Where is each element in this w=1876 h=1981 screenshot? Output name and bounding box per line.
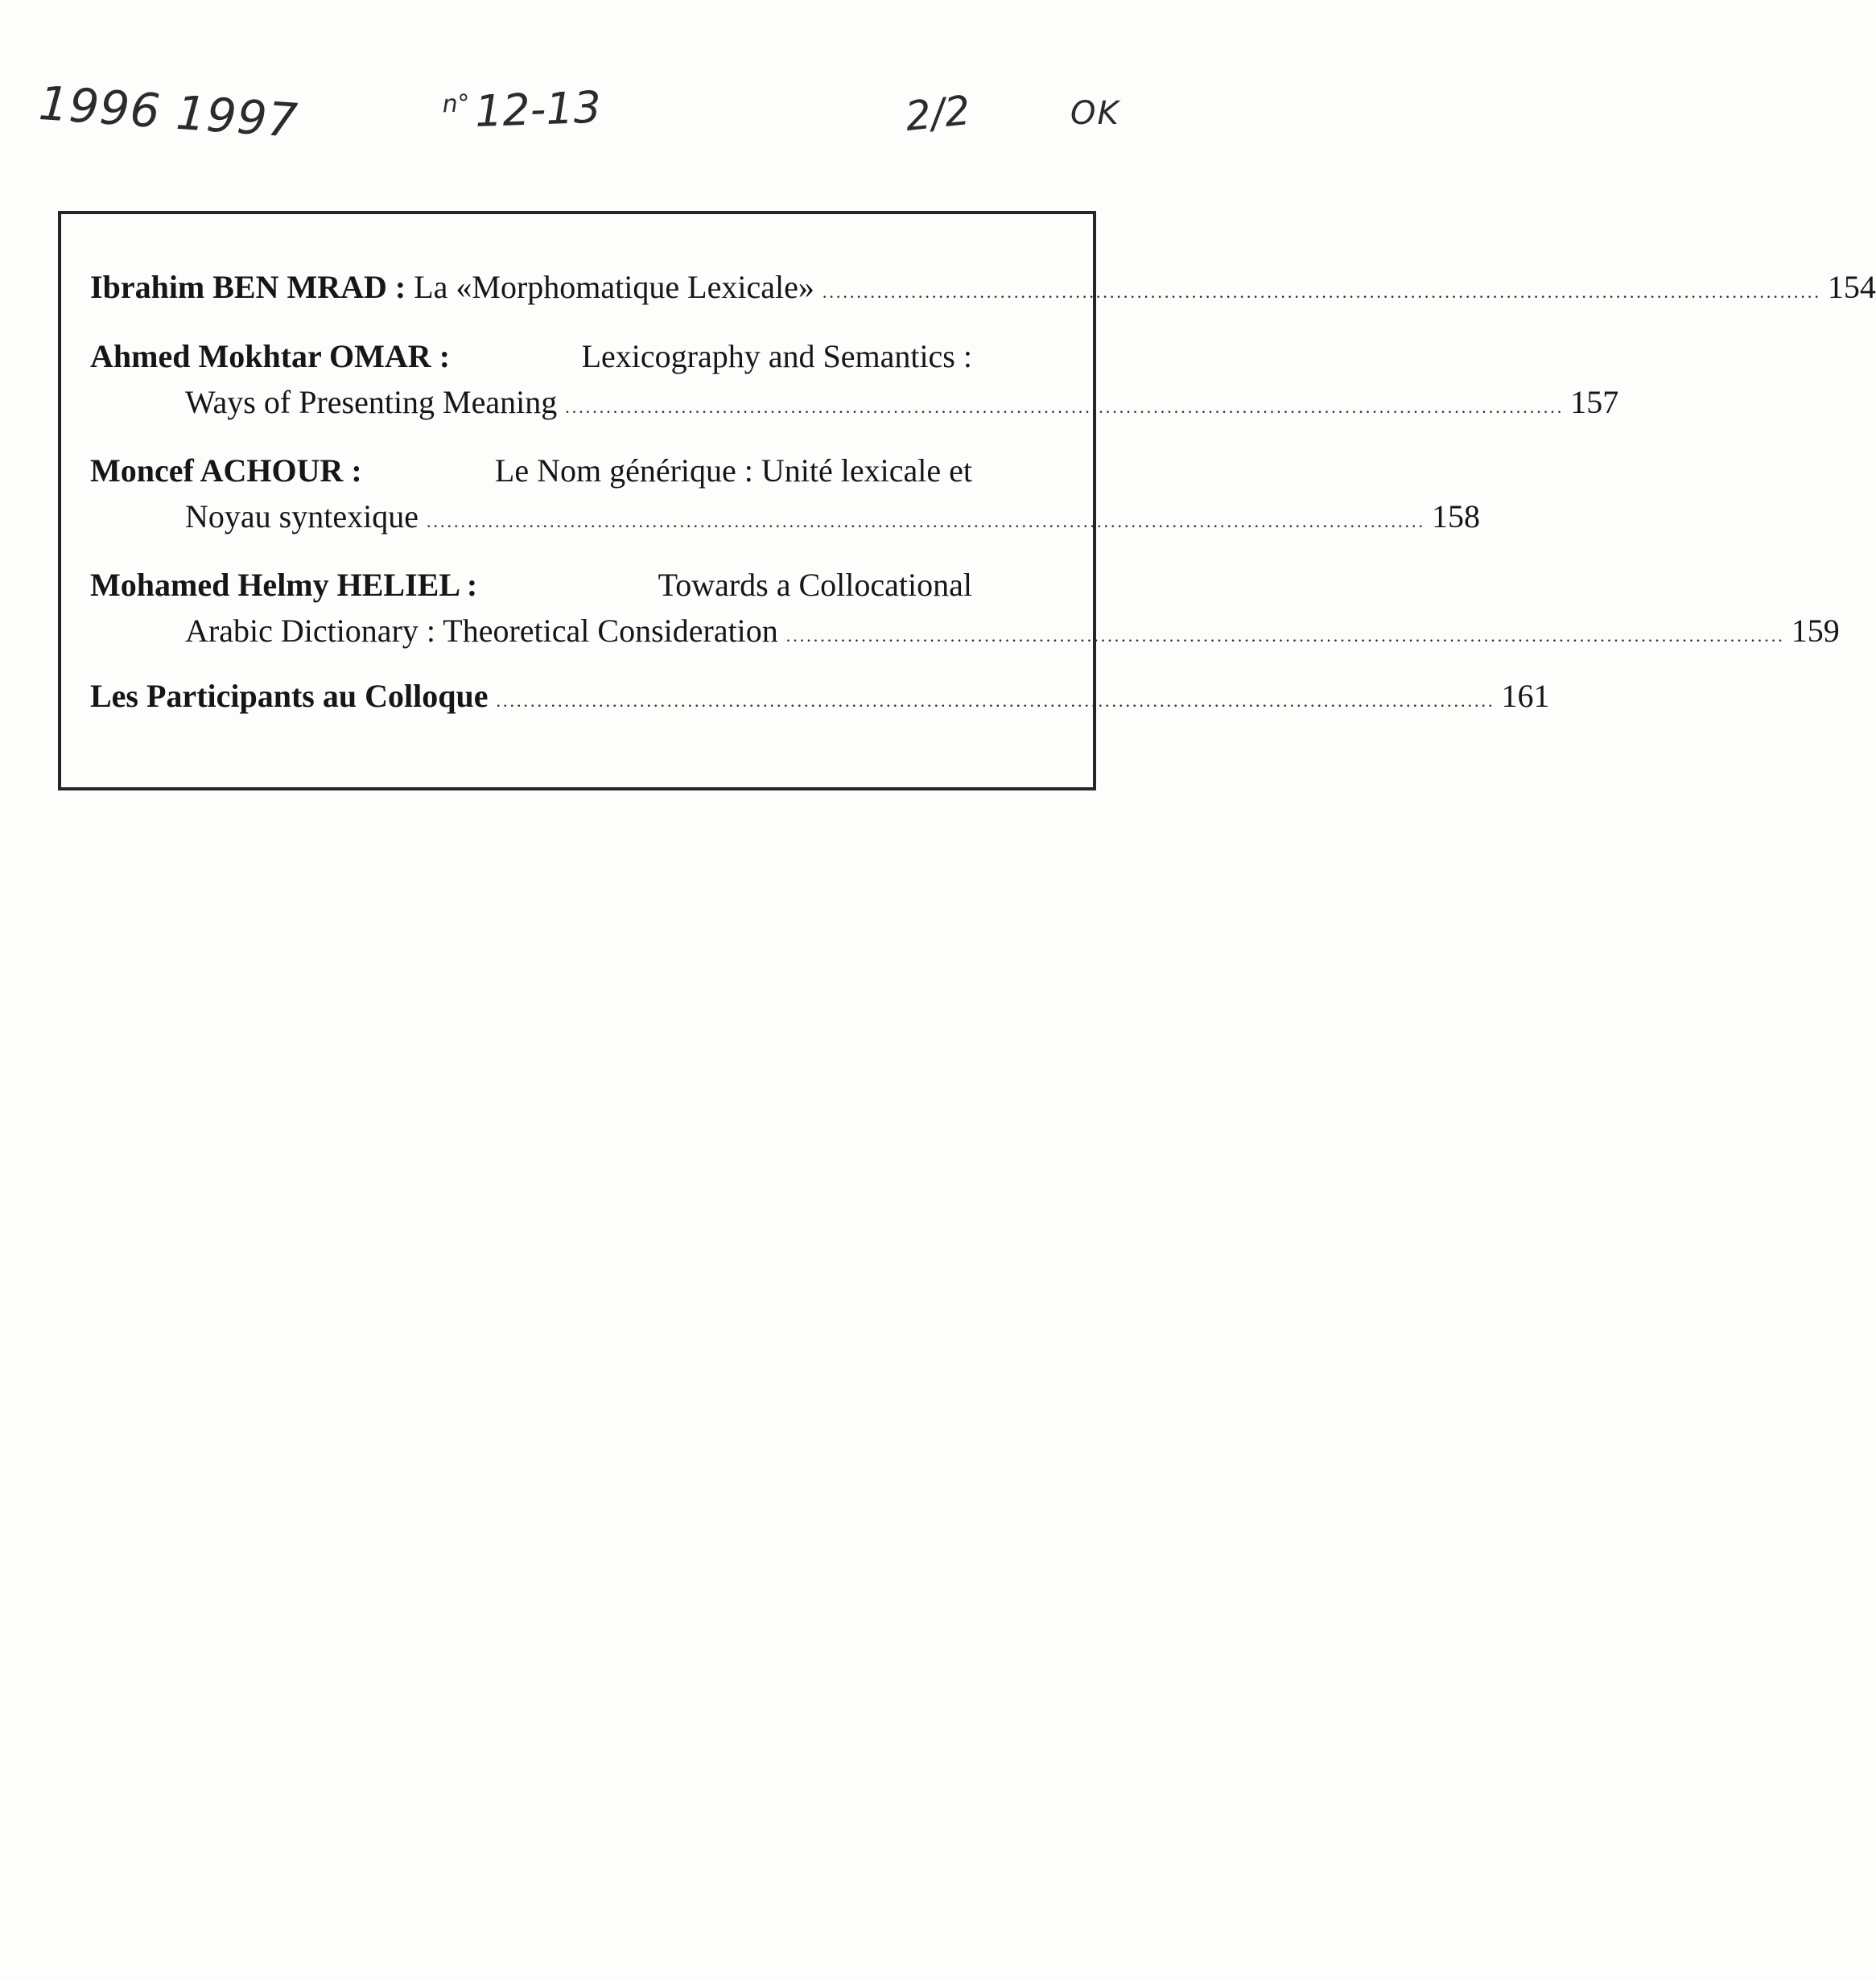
toc-entry-line [90, 264, 1876, 315]
toc-page-number: 161 [1501, 678, 1550, 714]
toc-author: Ibrahim BEN MRAD : [90, 269, 406, 305]
toc-page-number: 159 [1791, 613, 1840, 649]
dot-leader: .................................................................................................................................................. [426, 511, 1425, 531]
toc-title-continued: Ways of Presenting Meaning [185, 384, 558, 420]
toc-entry [90, 448, 1480, 544]
dot-leader: .................................................................................................................................................. [785, 625, 1785, 646]
toc-entry-first-line [90, 333, 1024, 379]
toc-entry-first-line [90, 562, 1024, 608]
handwritten-ok-mark: OK [1070, 95, 1120, 132]
toc-author: Moncef ACHOUR : [90, 452, 362, 489]
toc-entry [90, 673, 1550, 724]
toc-title-continued: Arabic Dictionary : Theoretical Consideration [185, 613, 778, 649]
toc-author: Ahmed Mokhtar OMAR : [90, 338, 451, 374]
toc-page-number: 157 [1570, 384, 1619, 420]
toc-entry-line [90, 379, 1619, 430]
toc-entry [90, 264, 1876, 315]
toc-page-number: 158 [1431, 498, 1480, 534]
issue-value: 12-13 [473, 81, 602, 138]
handwritten-issue-number [442, 82, 602, 138]
toc-title: Towards a Collocational [658, 567, 972, 603]
dot-leader: .................................................................................................................................................. [822, 282, 1821, 302]
toc-entry-line [90, 673, 1550, 724]
toc-entry-first-line [90, 448, 1024, 493]
toc-author: Mohamed Helmy HELIEL : [90, 567, 478, 603]
toc-entry-line [90, 493, 1480, 544]
dot-leader: .................................................................................................................................................. [496, 691, 1495, 711]
dot-leader: .................................................................................................................................................. [565, 397, 1565, 417]
toc-title: La «Morphomatique Lexicale» [414, 269, 814, 305]
table-of-contents [58, 211, 1876, 790]
handwritten-page-count: 2/2 [903, 86, 973, 141]
toc-entry [90, 562, 1840, 658]
toc-title-continued: Noyau syntexique [185, 498, 418, 534]
toc-entry [90, 333, 1619, 430]
handwritten-years: 1996 1997 [37, 75, 300, 149]
toc-section-label: Les Participants au Colloque [90, 678, 489, 714]
toc-title: Le Nom générique : Unité lexicale et [494, 452, 972, 489]
toc-page-number: 154 [1827, 269, 1876, 305]
toc-entry-line [90, 608, 1840, 658]
toc-title: Lexicography and Semantics : [581, 338, 972, 374]
issue-prefix: n° [442, 89, 471, 119]
